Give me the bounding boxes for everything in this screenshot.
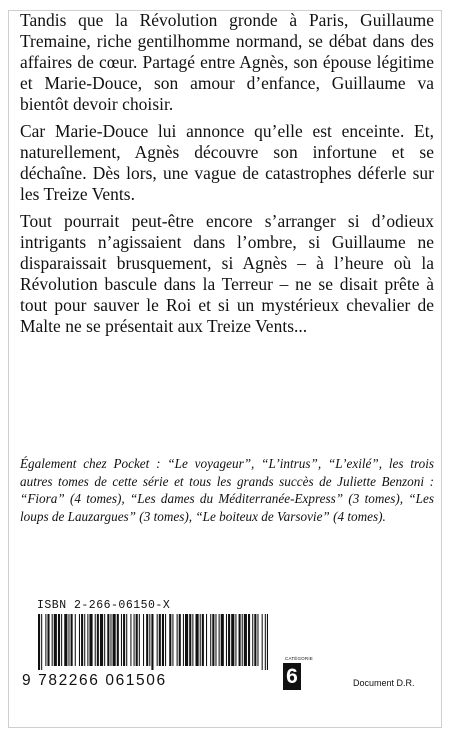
barcode-bar [107, 614, 109, 666]
barcode-bar [151, 614, 153, 670]
barcode-bar [58, 614, 60, 666]
barcode-bar [202, 614, 204, 666]
barcode-bar [79, 614, 80, 666]
photo-credit: Document D.R. [353, 678, 415, 688]
barcode-bar [169, 614, 171, 666]
blurb-paragraph-2: Car Marie-Douce lui annonce qu’elle est enceinte. Et, naturellement, Agnès découvre son infortune et se déchaîne. Dès lors, une vague de catastrophes déferle sur les Treize Vents. [20, 121, 434, 204]
barcode-bar [38, 614, 40, 670]
barcode-bar [162, 614, 164, 666]
barcode-bar [89, 614, 92, 666]
barcode-bar [139, 614, 140, 666]
barcode-bar [262, 614, 263, 670]
barcode-bar [244, 614, 247, 666]
blurb-paragraph-1: Tandis que la Révolution gronde à Paris, Guillaume Tremaine, riche gentilhomme normand, se débat dans des affaires de cœur. Partagé entre Agnès, son épouse légitime et Marie-Douce, son amour d’enfance, Guillaume va bientôt devoir choisir. [20, 10, 434, 114]
barcode-bar [172, 614, 173, 666]
barcode-bar [189, 614, 191, 666]
barcode-bar [257, 614, 258, 666]
category-label: CATÉGORIE [285, 656, 313, 661]
barcode-bar [165, 614, 166, 666]
barcode-bar [52, 614, 53, 666]
barcode-bar [84, 614, 85, 666]
barcode [38, 614, 268, 670]
barcode-bar [87, 614, 88, 666]
barcode-bar [159, 614, 161, 666]
barcode-bar [200, 614, 201, 666]
barcode-bar [97, 614, 99, 666]
blurb-paragraph-3: Tout pourrait peut-être encore s’arranger si d’odieux intrigants n’agissaient dans l’ombre, si Guillaume ne disparaissait brusquement, si Agnès – à l’heure où la Révolution bascule dans la Terreur – ne se disait prête à tout pour sauver le Roi et si un mystérieux chevalier de Malte ne se présentait aux Treize Vents... [20, 211, 434, 336]
barcode-bar [192, 614, 193, 666]
back-cover-blurb [20, 10, 434, 343]
barcode-bar [45, 614, 46, 666]
barcode-bar [248, 614, 250, 666]
barcode-bar [113, 614, 116, 666]
barcode-bar [136, 614, 138, 666]
barcode-bar [210, 614, 211, 666]
barcode-bar [235, 614, 236, 666]
barcode-bar [254, 614, 256, 666]
barcode-bar [123, 614, 125, 666]
barcode-bar [267, 614, 268, 670]
barcode-bar [183, 614, 184, 666]
barcode-bar [75, 614, 76, 666]
barcode-bar [121, 614, 122, 666]
barcode-bar [265, 614, 266, 670]
barcode-bar [206, 614, 207, 666]
barcode-bar [226, 614, 227, 666]
barcode-bar [143, 614, 144, 666]
barcode-bar [104, 614, 105, 666]
barcode-bar [110, 614, 111, 666]
barcode-bar [64, 614, 67, 666]
barcode-bar [231, 614, 234, 666]
barcode-bar [134, 614, 135, 666]
barcode-bar [41, 614, 42, 670]
barcode-bar [146, 614, 148, 666]
barcode-bar [157, 614, 158, 666]
barcode-bar [47, 614, 49, 666]
barcode-bar [149, 614, 150, 666]
barcode-bar [100, 614, 103, 666]
barcode-bar [221, 614, 224, 666]
category-badge: 6 [283, 663, 301, 690]
barcode-bar [95, 614, 96, 666]
also-available-note: Également chez Pocket : “Le voyageur”, “L’intrus”, “L’exilé”, les trois autres tomes de cette série et tous les grands succès de Juliette Benzoni : “Fiora” (4 tomes), “Les dames du Méditerranée-Express” (3 tomes), “Les loups de Lauzargues” (3 tomes), “Le boiteux de Varsovie” (4 tomes). [20, 456, 434, 524]
barcode-bar [81, 614, 83, 666]
barcode-bar [179, 614, 181, 666]
barcode-digits: 9 782266 061506 [22, 672, 167, 689]
barcode-bar [185, 614, 188, 666]
barcode-bar [71, 614, 73, 666]
barcode-bar [130, 614, 131, 666]
barcode-bar [239, 614, 241, 666]
barcode-bar [215, 614, 216, 666]
isbn-label: ISBN 2-266-06150-X [37, 599, 171, 612]
barcode-bar [212, 614, 214, 666]
barcode-bar [228, 614, 230, 666]
barcode-bar [196, 614, 199, 666]
barcode-bar [219, 614, 220, 666]
barcode-bar [252, 614, 253, 666]
barcode-bar [126, 614, 127, 666]
barcode-bar [242, 614, 243, 666]
barcode-bar [54, 614, 57, 666]
barcode-bar [177, 614, 178, 666]
barcode-bar [61, 614, 62, 666]
barcode-bar [117, 614, 119, 666]
barcode-bar [68, 614, 69, 666]
